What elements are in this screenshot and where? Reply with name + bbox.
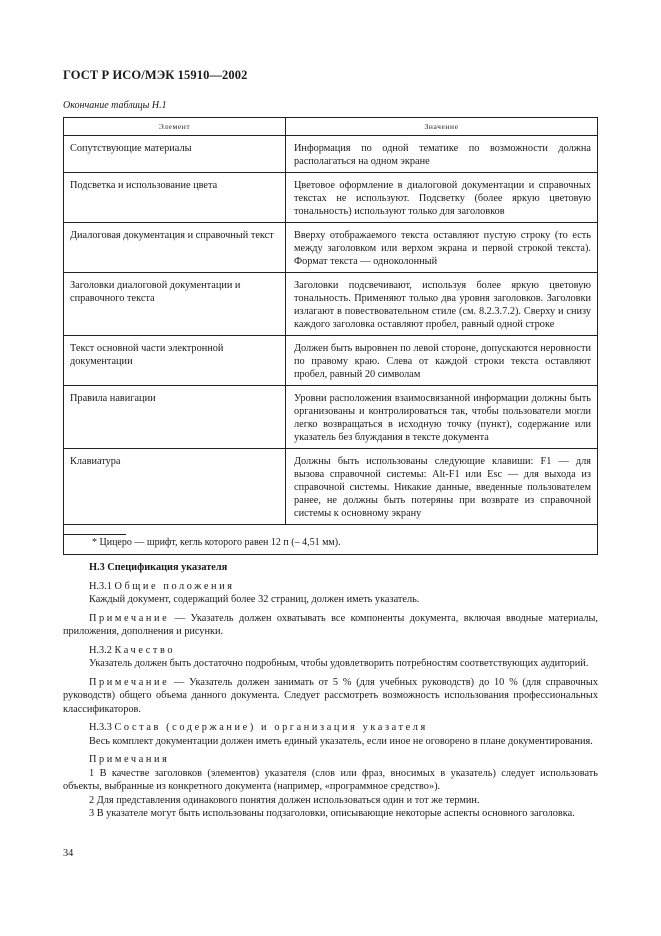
table-row <box>64 336 598 386</box>
page-number: 34 <box>63 848 74 859</box>
section-title: Н.3 Спецификация указателя <box>89 562 228 573</box>
paragraph: Указатель должен быть достаточно подробным, чтобы удовлетворить потребностям соответствующих аудиторий. <box>89 658 589 669</box>
footnote-divider <box>64 534 126 535</box>
row-value: Вверху отображаемого текста оставляют пустую строку (то есть между заголовком или верхом экрана и первой строкой текста). Формат текста — одноколонный <box>286 223 598 273</box>
row-element: Клавиатура <box>64 449 286 525</box>
row-element: Сопутствующие материалы <box>64 136 286 173</box>
row-value: Цветовое оформление в диалоговой документации и справочных текстах не используют. Подсветку (более яркую цветовую тональность) используют только для заголовков <box>286 173 598 223</box>
note-item: 3 В указателе могут быть использованы подзаголовки, описывающие некоторые аспекты основного заголовка. <box>89 808 575 819</box>
note-label: Примечание <box>89 612 170 624</box>
column-header-element: Элемент <box>64 118 286 136</box>
note-paragraph <box>63 612 598 639</box>
subsection-heading <box>63 721 598 735</box>
subsection-title: Качество <box>114 644 176 656</box>
subsection-number: Н.3.2 <box>89 644 112 656</box>
row-value: Должны быть использованы следующие клавиши: F1 — для вызова справочной системы: Alt-F1 или Esc — для выхода из справочной системы. Никакие данные, введенные пользователем ранее, не должны быть потеряны при возврате из справочной системы к основному экрану <box>286 449 598 525</box>
table-row <box>64 136 598 173</box>
row-element: Текст основной части электронной документации <box>64 336 286 386</box>
note-paragraph <box>63 676 598 717</box>
subsection-title: Состав (содержание) и организация указателя <box>114 722 428 733</box>
table-caption: Окончание таблицы Н.1 <box>63 100 167 111</box>
row-value: Информация по одной тематике по возможности должна располагаться на одном экране <box>286 136 598 173</box>
table-row <box>64 386 598 449</box>
notes-label: Примечания <box>89 754 170 765</box>
note-item: 2 Для представления одинакового понятия должен использоваться один и тот же термин. <box>89 794 480 806</box>
spec-table <box>63 117 598 555</box>
note-text: — Указатель должен охватывать все компоненты документа, включая вводные материалы, приложения, дополнения и рисунки. <box>63 612 598 637</box>
table-footnote: * Цицеро — шрифт, кегль которого равен 12 п (– 4,51 мм). <box>92 537 341 548</box>
subsection-title: Общие положения <box>114 580 235 592</box>
paragraph: Весь комплект документации должен иметь единый указатель, если иное не оговорено в плане документирования. <box>89 735 593 747</box>
note-item: 1 В качестве заголовков (элементов) указателя (слов или фраз, вносимых в указатель) следует использовать объекты, выбранные из конкретного документа (например, «программное средство»). <box>63 767 598 792</box>
table-row <box>64 223 598 273</box>
subsection-heading <box>63 580 598 594</box>
footnote-row <box>64 525 598 555</box>
note-text: — Указатель должен занимать от 5 % (для учебных руководств) до 10 % (для справочных руководств) общего объема данного документа. Следует рассмотреть возможность использования профессиональных классификаторов. <box>63 676 598 715</box>
paragraph: Каждый документ, содержащий более 32 страниц, должен иметь указатель. <box>89 594 420 605</box>
table-row <box>64 273 598 336</box>
row-value: Заголовки подсвечивают, используя более яркую цветовую тональность. Применяют только два уровня заголовков. Заголовки излагают в повествовательном стиле (см. 8.2.3.7.2). Сверху и снизу каждого заголовка оставляют пробел, равный одной строке <box>286 273 598 336</box>
table-row <box>64 449 598 525</box>
row-element: Заголовки диалоговой документации и справочного текста <box>64 273 286 336</box>
row-element: Диалоговая документация и справочный текст <box>64 223 286 273</box>
note-label: Примечание <box>89 676 170 688</box>
row-value: Уровни расположения взаимосвязанной информации должны быть организованы и контролироваться так, чтобы пользователи могли легко возвращаться в исходную точку (пункт), содержание или указатель без блуждания в тексте документа <box>286 386 598 449</box>
row-element: Правила навигации <box>64 386 286 449</box>
subsection-number: Н.3.1 <box>89 580 112 592</box>
footnote-cell <box>64 525 598 555</box>
row-value: Должен быть выровнен по левой стороне, допускаются неровности по правому краю. Слева от каждой строки текста оставляют пробел, равный 20 символам <box>286 336 598 386</box>
subsection-number: Н.3.3 <box>89 722 112 733</box>
document-header: ГОСТ Р ИСО/МЭК 15910—2002 <box>63 68 248 82</box>
table-row <box>64 173 598 223</box>
subsection-heading <box>63 644 598 658</box>
section-body <box>63 560 598 821</box>
column-header-value: Значение <box>286 118 598 136</box>
row-element: Подсветка и использование цвета <box>64 173 286 223</box>
table-header-row <box>64 118 598 136</box>
